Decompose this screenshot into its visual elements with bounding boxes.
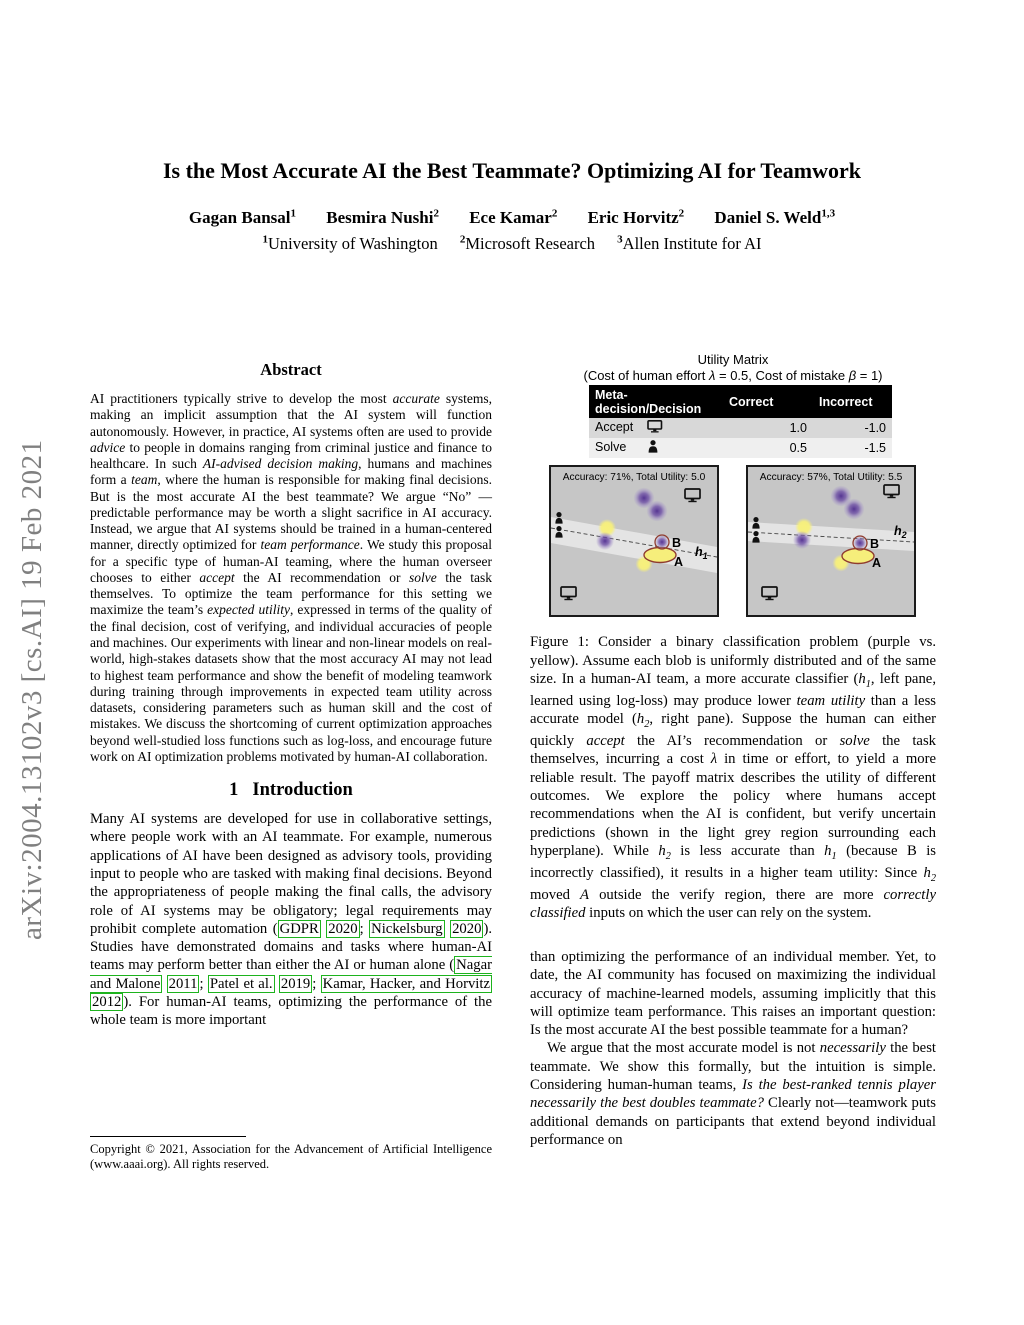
figure-caption: Figure 1: Consider a binary classification problem (purple vs. yellow). Assume each blob is uniformly distributed and of the same size. In a human-AI team, a more accurate classifier ($h_1$, left pane, learned using log-loss) may produce lower team utility than a less accurate model ($h_2$, right pane). Suppose the human can either quickly accept the AI’s recommendation or solve the task themselves, incurring a cost λ in time or effort, to yield a more reliable result. The payoff matrix describes the utility of different outcomes. We explore the policy where humans accept recommendations when the AI is confident, but verify uncertain predictions (shown in the light grey region surrounding each hyperplane). While $h_2$ is less accurate than $h_1$ (because B is incorrectly classified), it results in a higher team utility: Since $h_2$ moved A outside the verify region, there are more correctly classified inputs on which the user can rely on the system.	[530, 634, 937, 922]
utility-matrix-subtitle: (Cost of human effort λ = 0.5, Cost of mistake β = 1)	[583, 367, 883, 383]
figure-panels	[530, 463, 936, 619]
table-row-solve	[589, 438, 892, 458]
column-header: Meta-decision/Decision	[589, 386, 723, 419]
point-b-circle	[853, 536, 867, 550]
author: Gagan Bansal$^1$	[188, 207, 296, 227]
point-b-circle	[655, 535, 669, 549]
monitor-icon	[685, 489, 700, 502]
classifier-panel-h1	[549, 465, 719, 617]
affiliation-list	[0, 233, 1024, 254]
classifier-panel-h2	[746, 465, 916, 617]
citation-link[interactable]: 2020	[452, 920, 482, 937]
table-header-row	[589, 386, 892, 419]
section-heading-introduction: 1 Introduction	[229, 780, 353, 801]
table-row-accept	[589, 418, 892, 438]
utility-matrix-title: Utility Matrix	[697, 352, 769, 367]
point-b-label: B	[870, 537, 880, 552]
body-paragraph: than optimizing the performance of an individual member. Yet, to date, the AI community has focused on maximizing the individual accuracy of machine-learned models, assuming implicitly that this will optimize team performance. This raises an important question: Is the most accurate AI the best possible teammate for a human?	[530, 949, 936, 1039]
hyperplane-label-h2: $h_2$	[894, 524, 907, 541]
person-icon	[648, 440, 658, 456]
utility-matrix-table	[589, 385, 892, 458]
column-header: Incorrect	[813, 386, 892, 419]
author: Ece Kamar$^2$	[469, 207, 558, 227]
panel-header: Accuracy: 57%, Total Utility: 5.5	[759, 472, 903, 484]
verify-band	[551, 517, 717, 573]
monitor-icon	[884, 485, 899, 498]
utility-value: -1.0	[813, 418, 892, 438]
abstract-text: AI practitioners typically strive to develop the most accurate systems, making an implicit assumption that the AI system will function autonomously. However, in practice, AI systems often are used to provide advice to people in domains ranging from criminal justice and finance to healthcare. In such AI-advised decision making, humans and machines form a team, where the human is responsible for making final decisions. But is the most accurate AI the best teammate? We argue “No” — predictable performance may be worth a slight sacrifice in AI accuracy. Instead, we argue that AI systems should be trained in a human-centered manner, directly optimized for team performance. We study this proposal for a specific type of human-AI teaming, where the human overseer chooses to either accept the AI recommendation or solve the task themselves. To optimize the team performance for this setting we maximize the team’s expected utility, expressed in terms of the quality of the final decision, cost of verifying, and individual accuracies of people and machines. Our experiments with linear and non-linear models on real-world, high-stakes datasets show that the most accuracy AI may not lead to highest team performance and show the benefit of modeling teamwork during training through improvements in expected team utility across datasets, considering parameters such as human skill and the cost of mistakes. We discuss the shortcoming of current optimization approaches beyond well-studied loss functions such as log-loss, and encourage future work on AI optimization problems motivated by human-AI collaboration.	[90, 391, 492, 764]
affiliation: $^3$Allen Institute for AI	[617, 233, 762, 253]
purple-blob	[647, 501, 668, 522]
monitor-icon	[561, 587, 576, 600]
person-icon	[555, 512, 562, 524]
point-a-label: A	[872, 556, 882, 571]
panel-header: Accuracy: 71%, Total Utility: 5.0	[562, 472, 706, 484]
author: Daniel S. Weld$^{1,3}$	[714, 207, 836, 227]
citation-link[interactable]: 2012	[92, 994, 122, 1011]
footnote-rule	[90, 1136, 246, 1137]
utility-value: 0.5	[723, 438, 813, 458]
affiliation: $^1$University of Washington	[262, 233, 438, 253]
citation-link[interactable]: 2019	[280, 975, 311, 992]
purple-blob	[793, 531, 811, 549]
utility-value: -1.5	[813, 438, 892, 458]
purple-blob	[844, 499, 865, 520]
row-label: Solve	[589, 438, 723, 458]
body-paragraph: We argue that the most accurate model is not necessarily the best teammate. We show this formally, but the intuition is simple. Considering human-human teams, Is the best-ranked tennis player necessarily the best doubles teammate? Clearly not—teamwork puts additional demands on participants that extend beyond individual performance on	[530, 1040, 937, 1148]
point-a-label: A	[674, 555, 684, 570]
point-b-label: B	[672, 536, 682, 551]
hyperplane-label-h1: $h_1$	[695, 545, 708, 562]
citation-link[interactable]: Patel et al.	[209, 975, 273, 992]
citation-link[interactable]: GDPR	[279, 920, 319, 937]
citation-link[interactable]: 2011	[168, 975, 198, 992]
purple-blob	[596, 532, 614, 550]
arxiv-watermark: arXiv:2004.13102v3 [cs.AI] 19 Feb 2021	[16, 439, 48, 940]
column-header: Correct	[723, 386, 813, 419]
page-title: Is the Most Accurate AI the Best Teammate? Optimizing AI for Teamwork	[162, 158, 862, 183]
citation-link[interactable]: Kamar, Hacker, and Horvitz	[322, 975, 490, 992]
copyright-footnote: Copyright © 2021, Association for the Advancement of Artificial Intelligence (www.aaai.org). All rights reserved.	[90, 1136, 492, 1173]
utility-value: 1.0	[723, 418, 813, 438]
monitor-icon	[647, 420, 663, 436]
affiliation: $^2$Microsoft Research	[459, 233, 596, 253]
introduction-paragraph: Many AI systems are developed for use in collaborative settings, where people work with an AI teammate. For example, numerous applications of AI have been designed as advisory tools, providing input to people who are tasked with making final decisions. Beyond the appropriateness of people making the final calls, the advisory role of AI systems may be obligatory; legal requirements may prohibit complete automation ( GDPR 2020 ; Nickelsburg 2020 ). Studies have demonstrated domains and tasks where human-AI teams may perform better than either the AI or human alone ( Nagar and Malone 2011 ; Patel et al. 2019 ; Kamar, Hacker, and Horvitz 2012 ). For human-AI teams, optimizing the performance of the whole team is more important	[90, 811, 493, 1029]
left-column	[90, 360, 492, 1030]
monitor-icon	[762, 587, 777, 600]
author: Eric Horvitz$^2$	[587, 207, 685, 227]
abstract-heading: Abstract	[260, 360, 322, 379]
right-column	[530, 352, 936, 923]
citation-link[interactable]: 2020	[328, 920, 358, 937]
citation-link[interactable]: Nickelsburg	[371, 920, 443, 937]
author-list	[0, 207, 1024, 228]
verify-band	[748, 522, 914, 551]
author: Besmira Nushi$^2$	[326, 207, 439, 227]
row-label: Accept	[589, 418, 723, 438]
citation-link[interactable]: Nagar and Malone	[90, 957, 492, 992]
right-column-body	[530, 948, 936, 1149]
